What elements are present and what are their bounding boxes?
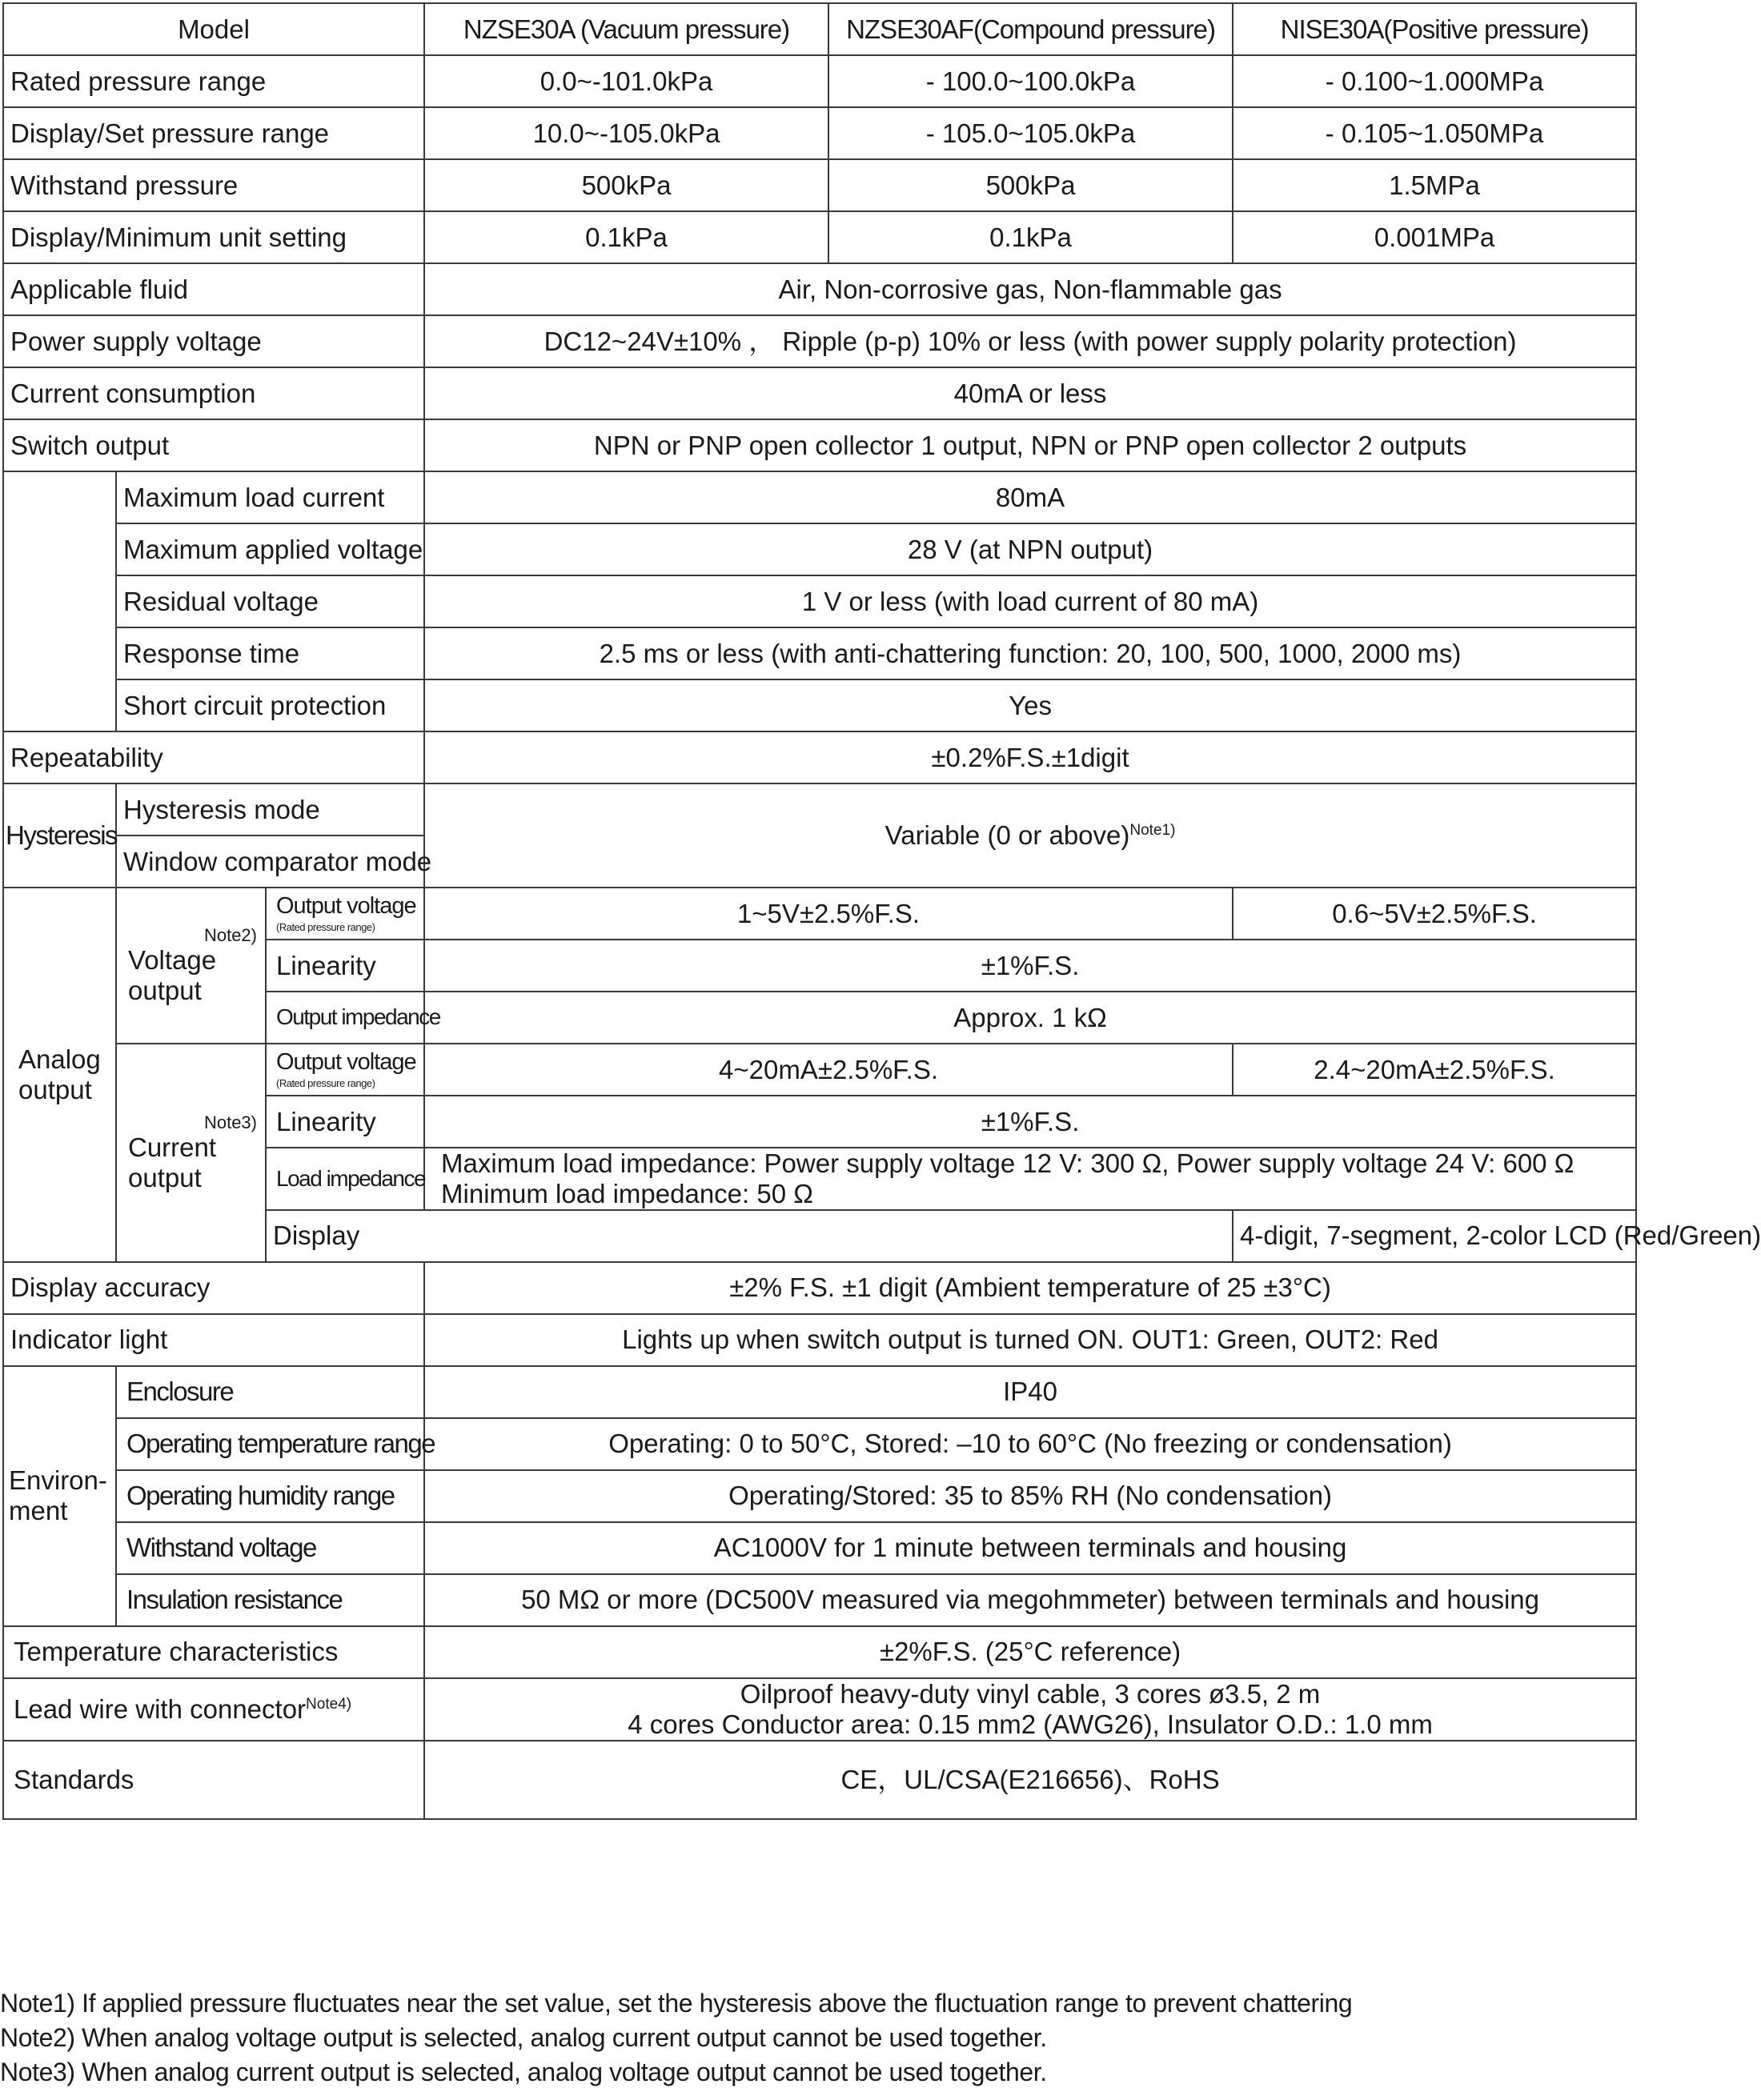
table-row <box>3 1262 1636 1314</box>
row-value: 1 V or less (with load current of 80 mA) <box>424 575 1636 627</box>
environment-group-label <box>3 1366 116 1626</box>
row-value: NPN or PNP open collector 1 output, NPN or PNP open collector 2 outputs <box>424 419 1636 471</box>
row-value: Air, Non-corrosive gas, Non-flammable gas <box>424 263 1636 315</box>
lead-wire-label: Lead wire with connector <box>14 1693 307 1724</box>
row-value: ±1%F.S. <box>424 940 1636 992</box>
output-voltage-sublabel: (Rated pressure range) <box>276 920 375 933</box>
row-label: Operating temperature range <box>116 1418 424 1470</box>
row-label: Display/Minimum unit setting <box>3 211 424 263</box>
row-value: - 0.100~1.000MPa <box>1233 55 1636 107</box>
output-voltage-sublabel: (Rated pressure range) <box>276 1076 375 1089</box>
row-label: Maximum load current <box>116 471 424 523</box>
table-row <box>3 1678 1636 1741</box>
row-label: Power supply voltage <box>3 315 424 367</box>
table-row <box>3 55 1636 107</box>
table-row <box>3 888 1636 940</box>
table-row <box>3 679 1636 731</box>
table-row <box>3 1470 1636 1522</box>
row-value: ±1%F.S. <box>424 1096 1636 1148</box>
row-label: Rated pressure range <box>3 55 424 107</box>
row-label: Standards <box>3 1741 424 1819</box>
model-nzse30af-header: NZSE30AF(Compound pressure) <box>828 3 1233 55</box>
switch-output-group-cell <box>3 471 116 731</box>
table-row <box>3 159 1636 211</box>
row-label: Display/Set pressure range <box>3 107 424 159</box>
row-value: 0.1kPa <box>424 211 828 263</box>
row-label: Output impedance <box>266 992 424 1044</box>
header-row <box>3 3 1636 55</box>
row-value: 0.6~5V±2.5%F.S. <box>1233 888 1636 940</box>
current-output-label <box>116 1044 266 1262</box>
note-reference: Note1) <box>1129 822 1176 840</box>
row-value: - 0.105~1.050MPa <box>1233 107 1636 159</box>
row-label: Linearity <box>266 940 424 992</box>
row-label: Switch output <box>3 419 424 471</box>
lead-wire-line: Oilproof heavy-duty vinyl cable, 3 cores ø3.5, 2 m <box>740 1678 1321 1709</box>
row-value: - 100.0~100.0kPa <box>828 55 1233 107</box>
load-impedance-max: Maximum load impedance: Power supply voltage 12 V: 300 Ω, Power supply voltage 24 V: 600 Ω <box>441 1148 1574 1178</box>
table-row <box>3 1418 1636 1470</box>
row-value: 4-digit, 7-segment, 2-color LCD (Red/Green) <box>1233 1210 1636 1262</box>
row-value: 0.0~-101.0kPa <box>424 55 828 107</box>
row-label: Indicator light <box>3 1314 424 1366</box>
row-value: 4~20mA±2.5%F.S. <box>424 1044 1233 1096</box>
row-value: Approx. 1 kΩ <box>424 992 1636 1044</box>
footnote: Note3) When analog current output is selected, analog voltage output cannot be used together. <box>0 2058 1047 2086</box>
row-label: Display accuracy <box>3 1262 424 1314</box>
row-label <box>3 1678 424 1741</box>
row-value <box>424 1148 1636 1210</box>
row-label: Repeatability <box>3 731 424 783</box>
table-row <box>3 1574 1636 1626</box>
row-label: Response time <box>116 627 424 679</box>
row-value: 40mA or less <box>424 367 1636 419</box>
row-value: 28 V (at NPN output) <box>424 523 1636 575</box>
row-value: Operating/Stored: 35 to 85% RH (No condensation) <box>424 1470 1636 1522</box>
row-value: IP40 <box>424 1366 1636 1418</box>
row-label: Maximum applied voltage <box>116 523 424 575</box>
table-row <box>3 471 1636 523</box>
row-value: 50 MΩ or more (DC500V measured via megohmmeter) between terminals and housing <box>424 1574 1636 1626</box>
row-value: ±0.2%F.S.±1digit <box>424 731 1636 783</box>
row-value: AC1000V for 1 minute between terminals and housing <box>424 1522 1636 1574</box>
row-label: Temperature characteristics <box>3 1626 424 1678</box>
environment-label-line: Environ- <box>9 1465 107 1496</box>
row-value: - 105.0~105.0kPa <box>828 107 1233 159</box>
environment-label-line: ment <box>9 1496 68 1526</box>
load-impedance-min: Minimum load impedance: 50 Ω <box>441 1178 813 1208</box>
table-row <box>3 1366 1636 1418</box>
row-value: 500kPa <box>828 159 1233 211</box>
hysteresis-value: Variable (0 or above) <box>885 820 1130 851</box>
analog-label-line: output <box>18 1074 92 1104</box>
hysteresis-group-label: Hysteresis <box>3 783 116 888</box>
table-row <box>3 627 1636 679</box>
row-label: Current consumption <box>3 367 424 419</box>
table-row <box>3 315 1636 367</box>
row-value: ±2%F.S. (25°C reference) <box>424 1626 1636 1678</box>
row-value: DC12~24V±10% ， Ripple (p-p) 10% or less (with power supply polarity protection) <box>424 315 1636 367</box>
note-reference: Note2) <box>203 924 257 945</box>
table-row <box>3 1626 1636 1678</box>
voltage-label-line: Voltage <box>128 945 217 976</box>
row-value: 80mA <box>424 471 1636 523</box>
row-label <box>266 888 424 940</box>
table-row <box>3 783 1636 836</box>
row-label: Applicable fluid <box>3 263 424 315</box>
row-value: Lights up when switch output is turned ON. OUT1: Green, OUT2: Red <box>424 1314 1636 1366</box>
row-value: 1.5MPa <box>1233 159 1636 211</box>
output-voltage-label: Output voltage <box>276 1049 416 1076</box>
row-value: Yes <box>424 679 1636 731</box>
table-row <box>3 523 1636 575</box>
note-reference: Note3) <box>203 1112 257 1132</box>
table-row <box>3 1522 1636 1574</box>
lead-wire-line: 4 cores Conductor area: 0.15 mm2 (AWG26), Insulator O.D.: 1.0 mm <box>628 1709 1433 1739</box>
row-label: Operating humidity range <box>116 1470 424 1522</box>
row-label: Short circuit protection <box>116 679 424 731</box>
table-row <box>3 367 1636 419</box>
row-label: Residual voltage <box>116 575 424 627</box>
row-value: ±2% F.S. ±1 digit (Ambient temperature of 25 ±3°C) <box>424 1262 1636 1314</box>
row-value: Operating: 0 to 50°C, Stored: –10 to 60°C (No freezing or condensation) <box>424 1418 1636 1470</box>
table-row <box>3 1741 1636 1819</box>
table-row <box>3 419 1636 471</box>
footnote: Note2) When analog voltage output is selected, analog current output cannot be used together. <box>0 2023 1047 2052</box>
table-row <box>3 731 1636 783</box>
table-row <box>3 263 1636 315</box>
row-value: 1~5V±2.5%F.S. <box>424 888 1233 940</box>
note-reference: Note4) <box>306 1695 352 1713</box>
model-nise30a-header: NISE30A(Positive pressure) <box>1233 3 1636 55</box>
table-row <box>3 1314 1636 1366</box>
table-row <box>3 107 1636 159</box>
model-nzse30a-header: NZSE30A (Vacuum pressure) <box>424 3 828 55</box>
row-label: Window comparator mode <box>116 836 424 888</box>
table-row <box>3 1044 1636 1096</box>
voltage-output-label <box>116 888 266 1044</box>
analog-label-line: Analog <box>18 1044 101 1074</box>
row-value <box>424 783 1636 888</box>
output-voltage-label: Output voltage <box>276 893 416 920</box>
row-value: 2.5 ms or less (with anti-chattering function: 20, 100, 500, 1000, 2000 ms) <box>424 627 1636 679</box>
model-header: Model <box>3 3 424 55</box>
voltage-label-line: output <box>128 976 202 1006</box>
row-label: Withstand pressure <box>3 159 424 211</box>
analog-output-group-label <box>3 888 116 1262</box>
row-value: 2.4~20mA±2.5%F.S. <box>1233 1044 1636 1096</box>
row-value: 0.001MPa <box>1233 211 1636 263</box>
row-value: 10.0~-105.0kPa <box>424 107 828 159</box>
row-label: Withstand voltage <box>116 1522 424 1574</box>
row-label: Insulation resistance <box>116 1574 424 1626</box>
current-label-line: Current <box>128 1132 217 1163</box>
row-label: Hysteresis mode <box>116 783 424 836</box>
row-label: Enclosure <box>116 1366 424 1418</box>
row-label: Load impedance <box>266 1148 424 1210</box>
row-label: Linearity <box>266 1096 424 1148</box>
row-value <box>424 1678 1636 1741</box>
table-row <box>3 211 1636 263</box>
row-value: CE，UL/CSA(E216656)、RoHS <box>424 1741 1636 1819</box>
footnotes <box>0 1986 1638 2090</box>
specifications-table <box>2 2 1761 1820</box>
row-value: 500kPa <box>424 159 828 211</box>
footnote: Note1) If applied pressure fluctuates near the set value, set the hysteresis above the fluctuation range to prevent chattering <box>0 1989 1353 2018</box>
table-row <box>3 575 1636 627</box>
current-label-line: output <box>128 1163 202 1193</box>
row-label <box>266 1044 424 1096</box>
row-label: Display <box>266 1210 1233 1262</box>
row-value: 0.1kPa <box>828 211 1233 263</box>
